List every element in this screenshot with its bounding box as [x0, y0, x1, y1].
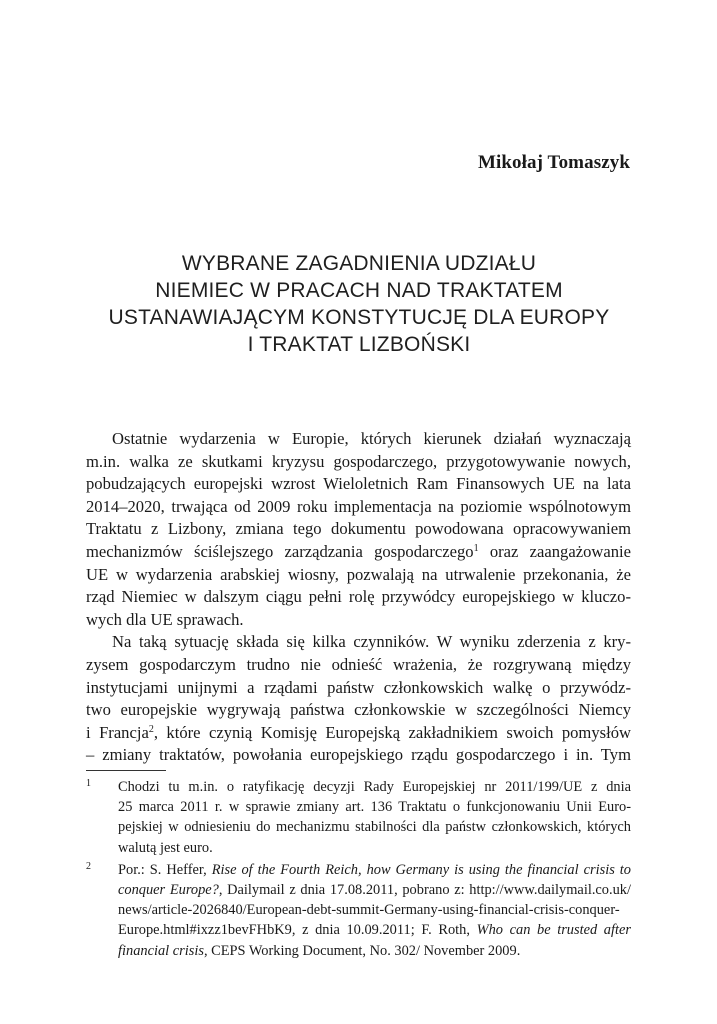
- footnote-line: pejskiej w odniesieniu do mechanizmu stabilności dla państw członkowskich, których: [118, 819, 631, 836]
- text-segment: , CEPS Working Document, No. 302/ November 2009.: [203, 942, 521, 959]
- text-line: – zmiany traktatów, powołania europejskiego rządu gospodarczego i in. Tym: [86, 745, 631, 765]
- footnote-1: [86, 777, 631, 858]
- text-segment: Europe.html#ixzz1bevFHbK9, z dnia 10.09.2011; F. Roth,: [118, 922, 477, 939]
- footnote-line: Chodzi tu m.in. o ratyfikację decyzji Rady Europejskiej nr 2011/199/UE z dnia: [118, 779, 631, 795]
- cited-title: Who can be trusted after: [476, 922, 631, 939]
- text-line: two europejskie wygrywają państwa członkowskie w szczególności Niemcy: [86, 700, 631, 720]
- text-line: [86, 722, 631, 745]
- text-line: UE w wydarzenia arabskiej wiosny, pozwalają na utrwalenie przekonania, że: [86, 564, 631, 584]
- title-line: I TRAKTAT LIZBOŃSKI: [247, 333, 471, 356]
- footnote-line: news/article-2026840/European-debt-summit-Germany-using-financial-crisis-conquer-: [118, 902, 620, 919]
- title-line: NIEMIEC W PRACACH NAD TRAKTATEM: [155, 279, 563, 302]
- text-line: pobudzających europejski wzrost Wieloletnich Ram Finansowych UE na lata: [86, 474, 631, 494]
- article-body: [86, 428, 631, 767]
- text-line: [86, 541, 631, 564]
- text-line: instytucjami unijnymi a rządami państw członkowskich walkę o przywódz-: [86, 677, 631, 697]
- text-segment: , które czynią Komisję Europejską zakładnikiem swoich pomysłów: [153, 722, 631, 742]
- text-line: m.in. walka ze skutkami kryzysu gospodarczego, przygotowywanie nowych,: [86, 451, 631, 471]
- text-segment: mechanizmów ściślejszego zarządzania gospodarczego: [86, 541, 474, 561]
- footnote-line: walutą jest euro.: [118, 839, 213, 856]
- footnote-line: [118, 860, 631, 880]
- footnote-2: [86, 860, 631, 961]
- footnote-number: 1: [86, 778, 91, 789]
- text-line: wych dla UE sprawach.: [86, 609, 244, 629]
- footnote-divider: [86, 770, 166, 771]
- text-segment: , Dailymail z dnia 17.08.2011, pobrano z: http://www.dailymail.co.uk/: [218, 881, 631, 898]
- cited-title: Rise of the Fourth Reich, how Germany is using the financial crisis to: [211, 861, 631, 878]
- cited-title: financial crisis: [118, 942, 204, 959]
- text-segment: i Francja: [86, 722, 149, 742]
- text-segment: Por.: S. Heffer,: [118, 861, 212, 878]
- text-segment: oraz zaangażowanie: [478, 541, 631, 561]
- text-line: 2014–2020, trwająca od 2009 roku implementacja na poziomie wspólnotowym: [86, 496, 631, 516]
- text-line: Na taką sytuację składa się kilka czynników. W wyniku zderzenia z kry-: [112, 632, 631, 652]
- footnote-line: [118, 941, 631, 961]
- text-line: zysem gospodarczym trudno nie odnieść wrażenia, że rozgrywaną między: [86, 654, 631, 674]
- footnotes: [86, 777, 631, 963]
- footnote-line: [118, 920, 631, 940]
- title-line: USTANAWIAJĄCYM KONSTYTUCJĘ DLA EUROPY: [108, 306, 610, 329]
- footnote-ref-1[interactable]: 1: [473, 542, 479, 554]
- footnote-number: 2: [86, 860, 91, 872]
- article-title: [86, 250, 632, 358]
- text-line: Ostatnie wydarzenia w Europie, których kierunek działań wyznaczają: [112, 429, 631, 448]
- paragraph-1: [86, 428, 631, 631]
- cited-title: conquer Europe?: [118, 881, 219, 898]
- footnote-ref-2[interactable]: 2: [148, 723, 154, 735]
- author-name: Mikołaj Tomaszyk: [477, 152, 630, 173]
- paragraph-2: [86, 631, 631, 767]
- footnote-line: [118, 880, 631, 900]
- footnote-line: 25 marca 2011 r. w sprawie zmiany art. 136 Traktatu o funkcjonowaniu Unii Euro-: [118, 799, 631, 816]
- text-line: Traktatu z Lizbony, zmiana tego dokumentu powodowana opracowywaniem: [86, 519, 631, 539]
- text-line: rząd Niemiec w dalszym ciągu pełni rolę przywódcy europejskiego w kluczo-: [86, 587, 631, 607]
- title-line: WYBRANE ZAGADNIENIA UDZIAŁU: [181, 252, 537, 275]
